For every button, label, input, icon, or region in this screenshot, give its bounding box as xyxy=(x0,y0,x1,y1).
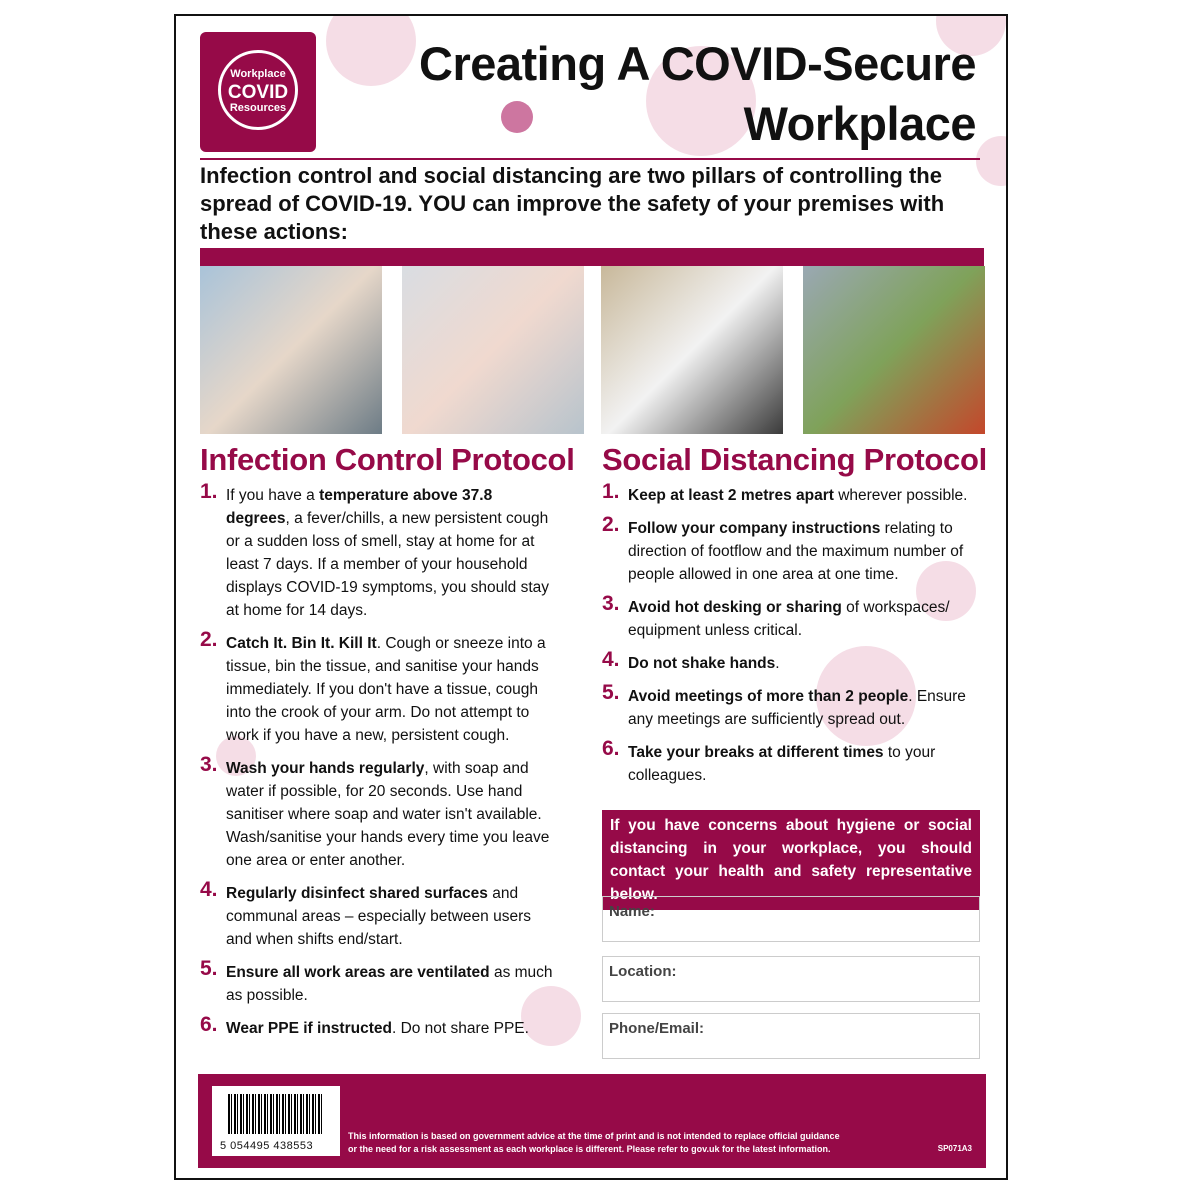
intro-text: Infection control and social distancing are two pillars of controlling the spread of COVID-19. YOU can improve the safety of your premises with these actions: xyxy=(200,163,945,244)
item-bold-text: temperature above 37.8 degrees xyxy=(226,487,493,527)
list-item xyxy=(602,737,987,787)
item-number: 3. xyxy=(200,753,218,776)
list-item xyxy=(200,1013,555,1040)
barcode-number: 5 054495 438553 xyxy=(220,1140,314,1152)
location-field[interactable] xyxy=(602,956,980,1002)
disclaimer xyxy=(348,1130,840,1156)
contact-callout: If you have concerns about hygiene or social distancing in your workplace, you should contact your health and safety representative below. xyxy=(602,810,980,910)
item-bold-text: Regularly disinfect shared surfaces xyxy=(226,885,488,902)
photo-cleaning-desk xyxy=(601,266,783,434)
poster xyxy=(174,14,1008,1180)
item-text: . Do not share PPE. xyxy=(391,1020,529,1037)
disclaimer-line: This information is based on government advice at the time of print and is not intended to replace official guidance xyxy=(348,1131,840,1141)
photo-handwashing xyxy=(402,266,584,434)
photo-sneezing xyxy=(200,266,382,434)
page-title xyxy=(419,34,976,154)
item-bold-text: Ensure all work areas are ventilated xyxy=(226,964,490,981)
item-bold-text: Avoid meetings of more than 2 people xyxy=(628,688,909,705)
item-bold-text: Wear PPE if instructed xyxy=(226,1020,392,1037)
distancing-list xyxy=(602,480,987,797)
infection-list xyxy=(200,480,555,1050)
product-code: SP071A3 xyxy=(937,1144,972,1153)
logo-text: Workplace xyxy=(230,68,286,80)
disclaimer-line: or the need for a risk assessment as each workplace is different. Please refer to gov.uk for the latest information. xyxy=(348,1144,831,1154)
item-text: , with soap and water if possible, for 20 seconds. Use hand sanitiser where soap and water isn't available. Wash/sanitise your hands every time you leave one area or enter another. xyxy=(226,760,550,869)
item-number: 1. xyxy=(200,480,218,503)
item-number: 6. xyxy=(200,1013,218,1036)
phone-email-field[interactable] xyxy=(602,1013,980,1059)
list-item xyxy=(200,480,555,622)
item-text: to your colleagues. xyxy=(628,744,936,784)
item-text: and communal areas – especially between users and when shifts end/start. xyxy=(226,885,531,948)
list-item xyxy=(602,681,987,731)
item-bold-text: Avoid hot desking or sharing xyxy=(628,599,842,616)
item-number: 3. xyxy=(602,592,620,615)
item-number: 2. xyxy=(200,628,218,651)
infection-heading: Infection Control Protocol xyxy=(200,442,575,477)
barcode xyxy=(212,1086,340,1156)
list-item xyxy=(200,753,555,872)
item-bold-text: Keep at least 2 metres apart xyxy=(628,487,834,504)
item-number: 6. xyxy=(602,737,620,760)
name-label: Name: xyxy=(609,903,655,920)
item-number: 5. xyxy=(602,681,620,704)
item-text: . Cough or sneeze into a tissue, bin the tissue, and sanitise your hands immediately. If you don't have a tissue, cough into the crook of your arm. Do not attempt to work if you have a new, persistent cough. xyxy=(226,635,546,744)
item-text: , a fever/chills, a new persistent cough or a sudden loss of smell, stay at home for at least 7 days. If a member of your household displays COVID-19 symptoms, you should stay at home for 14 days. xyxy=(226,510,550,619)
title-line: Creating A COVID-Secure xyxy=(419,37,976,90)
barcode-bars xyxy=(228,1094,324,1134)
location-label: Location: xyxy=(609,963,677,980)
item-text: . Ensure any meetings are sufficiently spread out. xyxy=(628,688,966,728)
logo-text: Resources xyxy=(229,102,287,114)
item-text: of workspaces/ equipment unless critical. xyxy=(628,599,950,639)
item-bold-text: Follow your company instructions xyxy=(628,520,881,537)
item-number: 4. xyxy=(200,878,218,901)
phone-email-label: Phone/Email: xyxy=(609,1020,705,1037)
list-item xyxy=(200,957,555,1007)
item-number: 1. xyxy=(602,480,620,503)
list-item xyxy=(602,480,987,507)
item-text: . xyxy=(775,655,780,672)
item-bold-text: Wash your hands regularly xyxy=(226,760,425,777)
photo-band xyxy=(200,248,984,266)
item-text: wherever possible. xyxy=(833,487,968,504)
logo-text: COVID xyxy=(227,82,289,103)
virus-decoration xyxy=(326,14,416,86)
item-number: 5. xyxy=(200,957,218,980)
item-text: relating to direction of footflow and the maximum number of people allowed in one area at one time. xyxy=(628,520,964,583)
title-line: Workplace xyxy=(743,97,976,150)
item-bold-text: Do not shake hands xyxy=(628,655,776,672)
list-item xyxy=(200,628,555,747)
item-bold-text: Take your breaks at different times xyxy=(628,744,884,761)
logo xyxy=(200,32,316,152)
list-item xyxy=(602,513,987,586)
name-field[interactable] xyxy=(602,896,980,942)
divider xyxy=(200,158,980,160)
item-text: If you have a xyxy=(226,487,320,504)
list-item xyxy=(602,648,987,675)
footer xyxy=(198,1074,986,1168)
list-item xyxy=(200,878,555,951)
item-text: as much as possible. xyxy=(226,964,553,1004)
photo-worker-ppe xyxy=(803,266,985,434)
distancing-heading: Social Distancing Protocol xyxy=(602,442,987,477)
item-number: 4. xyxy=(602,648,620,671)
item-number: 2. xyxy=(602,513,620,536)
item-bold-text: Catch It. Bin It. Kill It xyxy=(226,635,377,652)
list-item xyxy=(602,592,987,642)
